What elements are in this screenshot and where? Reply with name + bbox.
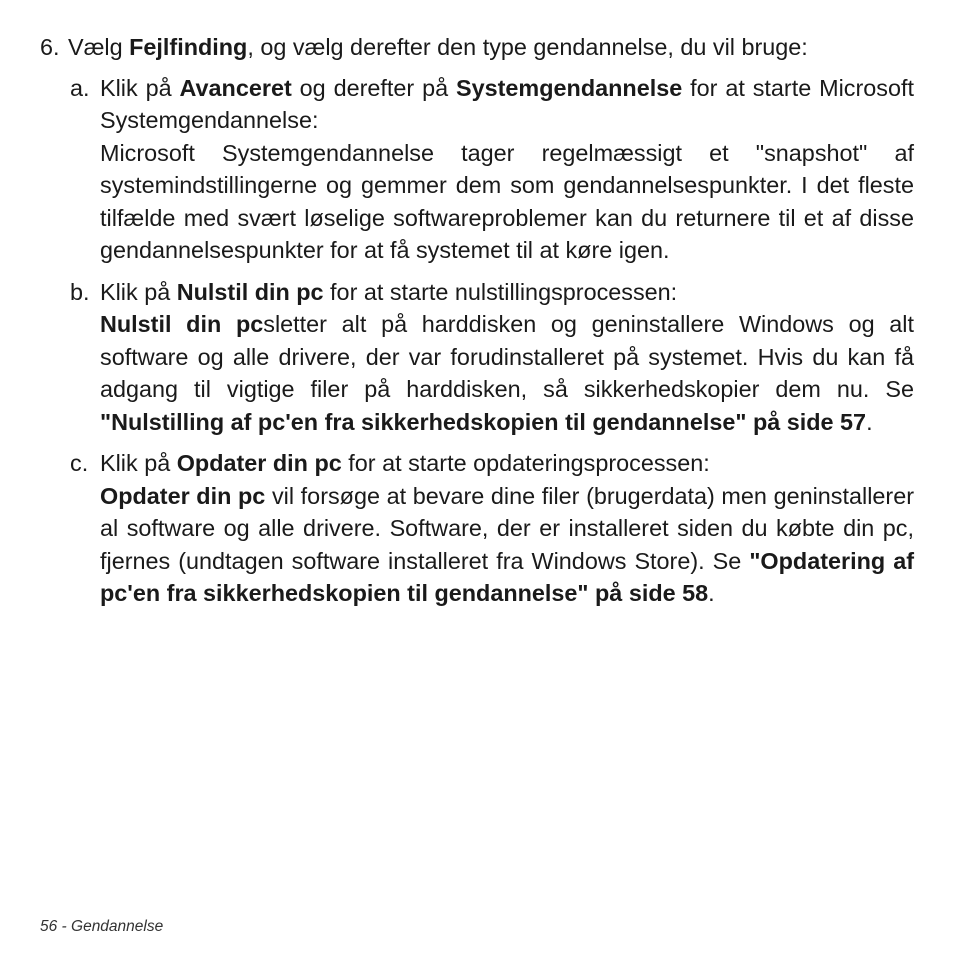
bold-term-nulstil: Nulstil din pc bbox=[176, 278, 324, 305]
intro-text: for at starte nulstillingsprocessen: bbox=[323, 278, 678, 305]
page-footer: 56 - Gendannelse bbox=[40, 918, 164, 935]
body-text: vil forsøge at bevare dine filer (brugerdata) men geninstallerer al software og alle drivere. Software, der er installeret siden du købte din pc, fjernes (undtagen software installeret fra Windows Store). Se bbox=[100, 482, 914, 574]
bold-term-nulstil: Nulstil din pc bbox=[100, 311, 264, 337]
cross-reference-link-page-58[interactable]: "Opdatering af pc'en fra sikkerhedskopien til gendannelse" på side 58 bbox=[100, 547, 915, 606]
sub-item-b-body bbox=[100, 308, 914, 438]
sub-item-a-intro bbox=[100, 72, 914, 137]
sub-item-marker: b. bbox=[70, 278, 90, 305]
sub-item-b-intro bbox=[100, 276, 914, 309]
sub-item-c-intro bbox=[100, 447, 914, 480]
step-6-suffix: , og vælg derefter den type gendannelse, du vil bruge: bbox=[247, 34, 808, 60]
bold-term-systemgendannelse: Systemgendannelse bbox=[456, 74, 683, 101]
sub-item-a bbox=[40, 72, 914, 267]
sub-item-marker: a. bbox=[70, 74, 90, 101]
intro-text: Klik på bbox=[100, 74, 180, 101]
sub-item-b bbox=[40, 276, 914, 439]
sub-item-a-body: Microsoft Systemgendannelse tager regelmæssigt et "snapshot" af systemindstillingerne og gemmer dem som gendannelsespunkter. I det fleste tilfælde med svært løselige softwareproblemer kan du returnere til et af disse gendannelsespunkter for at få systemet til at køre igen. bbox=[100, 139, 914, 263]
body-text: sletter alt på harddisken og geninstallere Windows og alt software og alle drivere, der var forudinstalleret på systemet. Hvis du kan få adgang til vigtige filer på harddisken, så sikkerhedskopier dem nu. Se bbox=[100, 311, 915, 402]
bold-term-avanceret: Avanceret bbox=[179, 74, 292, 101]
body-text: . bbox=[708, 580, 715, 606]
intro-text: Klik på bbox=[100, 450, 177, 476]
step-6-bold-term: Fejlfinding bbox=[129, 34, 248, 60]
step-number: 6. bbox=[40, 34, 60, 60]
intro-text: for at starte Microsoft Systemgendannelse: bbox=[100, 74, 914, 133]
intro-text: for at starte opdateringsprocessen: bbox=[341, 450, 710, 476]
bold-term-opdater: Opdater din pc bbox=[100, 482, 266, 509]
sub-item-c bbox=[40, 447, 914, 610]
intro-text: Klik på bbox=[100, 278, 177, 305]
step-6-text bbox=[68, 31, 914, 64]
bold-term-opdater: Opdater din pc bbox=[176, 450, 342, 476]
body-text: . bbox=[866, 408, 873, 435]
step-6 bbox=[40, 31, 914, 64]
intro-text: og derefter på bbox=[291, 74, 457, 101]
cross-reference-link-page-57[interactable]: "Nulstilling af pc'en fra sikkerhedskopien til gendannelse" på side 57 bbox=[100, 408, 867, 435]
step-6-prefix: Vælg bbox=[68, 34, 130, 60]
sub-item-c-body bbox=[100, 480, 914, 610]
sub-item-marker: c. bbox=[70, 450, 89, 476]
main-content bbox=[40, 31, 914, 610]
